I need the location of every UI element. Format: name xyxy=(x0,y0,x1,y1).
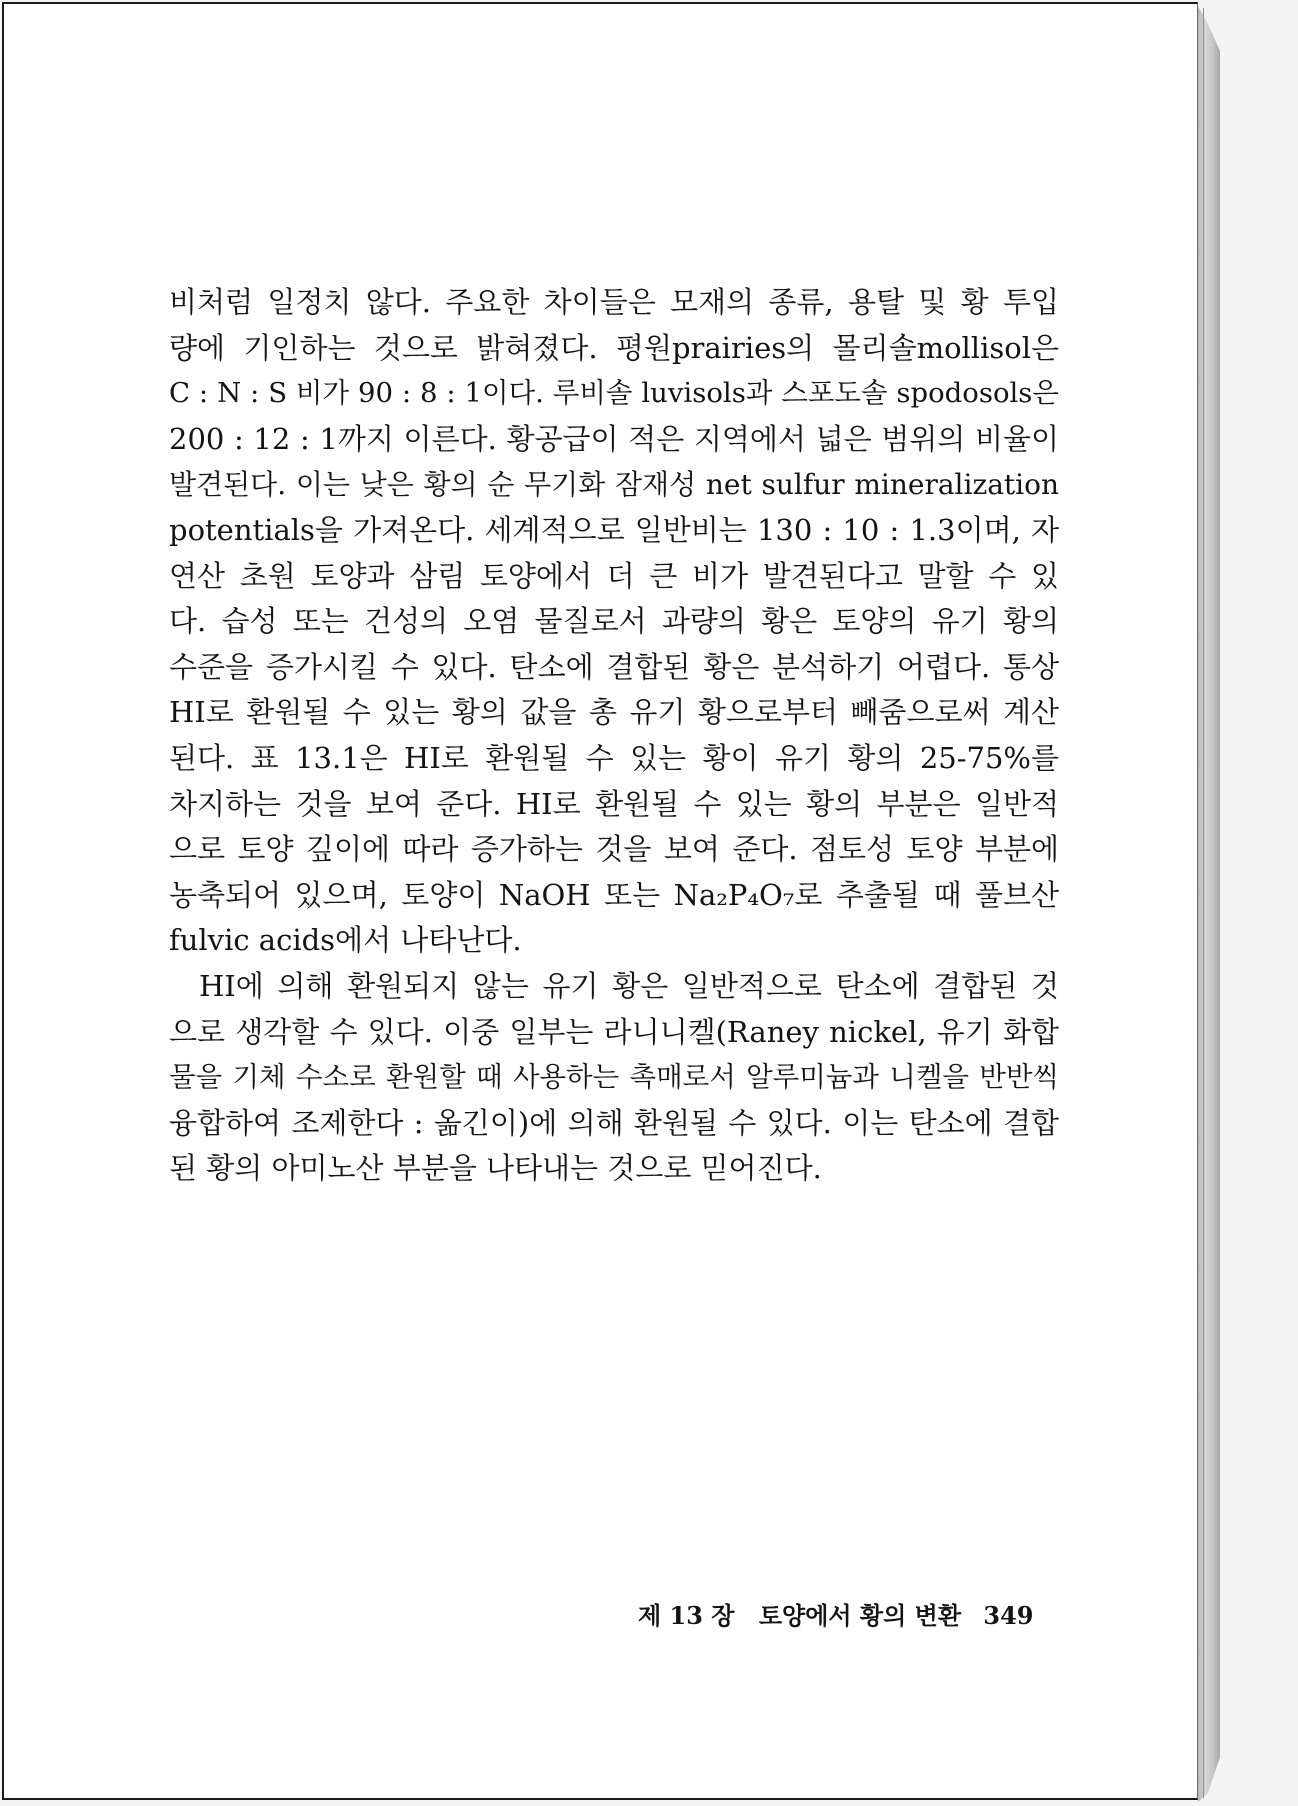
body-line: potentials을 가져온다. 세계적으로 일반비는 130 : 10 : 1.3이며, 자 xyxy=(169,512,1059,547)
body-line: 된다. 표 13.1은 HI로 환원될 수 있는 황이 유기 황의 25-75%를 xyxy=(169,740,1059,775)
body-line: 으로 생각할 수 있다. 이중 일부는 라니니켈(Raney nickel, 유기 화합 xyxy=(169,1014,1059,1049)
body-line: 연산 초원 토양과 삼림 토양에서 더 큰 비가 발견된다고 말할 수 있 xyxy=(169,558,1059,593)
body-line: 량에 기인하는 것으로 밝혀졌다. 평원prairies의 몰리솔mollisol은 xyxy=(169,330,1059,365)
running-footer xyxy=(638,1596,1034,1636)
page-edge-line xyxy=(1203,8,1204,1798)
chapter-number: 제 13 장 xyxy=(638,1601,735,1630)
body-line: 된 황의 아미노산 부분을 나타내는 것으로 믿어진다. xyxy=(169,1151,822,1186)
body-line: HI로 환원될 수 있는 황의 값을 총 유기 황으로부터 빼줌으로써 계산 xyxy=(169,695,1059,730)
body-line: 200 : 12 : 1까지 이른다. 황공급이 적은 지역에서 넓은 범위의 비율이 xyxy=(169,421,1059,456)
body-line: 으로 토양 깊이에 따라 증가하는 것을 보여 준다. 점토성 토양 부분에 xyxy=(169,832,1059,867)
page-number: 349 xyxy=(983,1601,1034,1630)
book-page xyxy=(2,2,1198,1800)
body-line: 융합하여 조제한다 : 옮긴이)에 의해 환원될 수 있다. 이는 탄소에 결합 xyxy=(169,1105,1059,1140)
body-line: fulvic acids에서 나타난다. xyxy=(169,923,522,958)
chapter-title: 토양에서 황의 변환 xyxy=(758,1601,962,1630)
body-line: 물을 기체 수소로 환원할 때 사용하는 촉매로서 알루미늄과 니켈을 반반씩 xyxy=(169,1061,1059,1094)
page-edge-shadow xyxy=(1198,6,1220,1802)
body-line: C : N : S 비가 90 : 8 : 1이다. 루비솔 luvisols과 스포도솔 spodosols은 xyxy=(169,377,1059,410)
body-line: 차지하는 것을 보여 준다. HI로 환원될 수 있는 황의 부분은 일반적 xyxy=(169,786,1059,821)
body-line: 비처럼 일정치 않다. 주요한 차이들은 모재의 종류, 용탈 및 황 투입 xyxy=(169,285,1059,319)
body-text xyxy=(169,280,1059,1192)
body-line: HI에 의해 환원되지 않는 유기 황은 일반적으로 탄소에 결합된 것 xyxy=(199,968,1059,1003)
body-line: 수준을 증가시킬 수 있다. 탄소에 결합된 황은 분석하기 어렵다. 통상 xyxy=(169,649,1059,684)
body-line: 다. 습성 또는 건성의 오염 물질로서 과량의 황은 토양의 유기 황의 xyxy=(169,604,1059,639)
body-line: 발견된다. 이는 낮은 황의 순 무기화 잠재성 net sulfur mineralization xyxy=(169,468,1059,502)
body-line: 농축되어 있으며, 토양이 NaOH 또는 Na₂P₄O₇로 추출될 때 풀브산 xyxy=(169,877,1059,912)
